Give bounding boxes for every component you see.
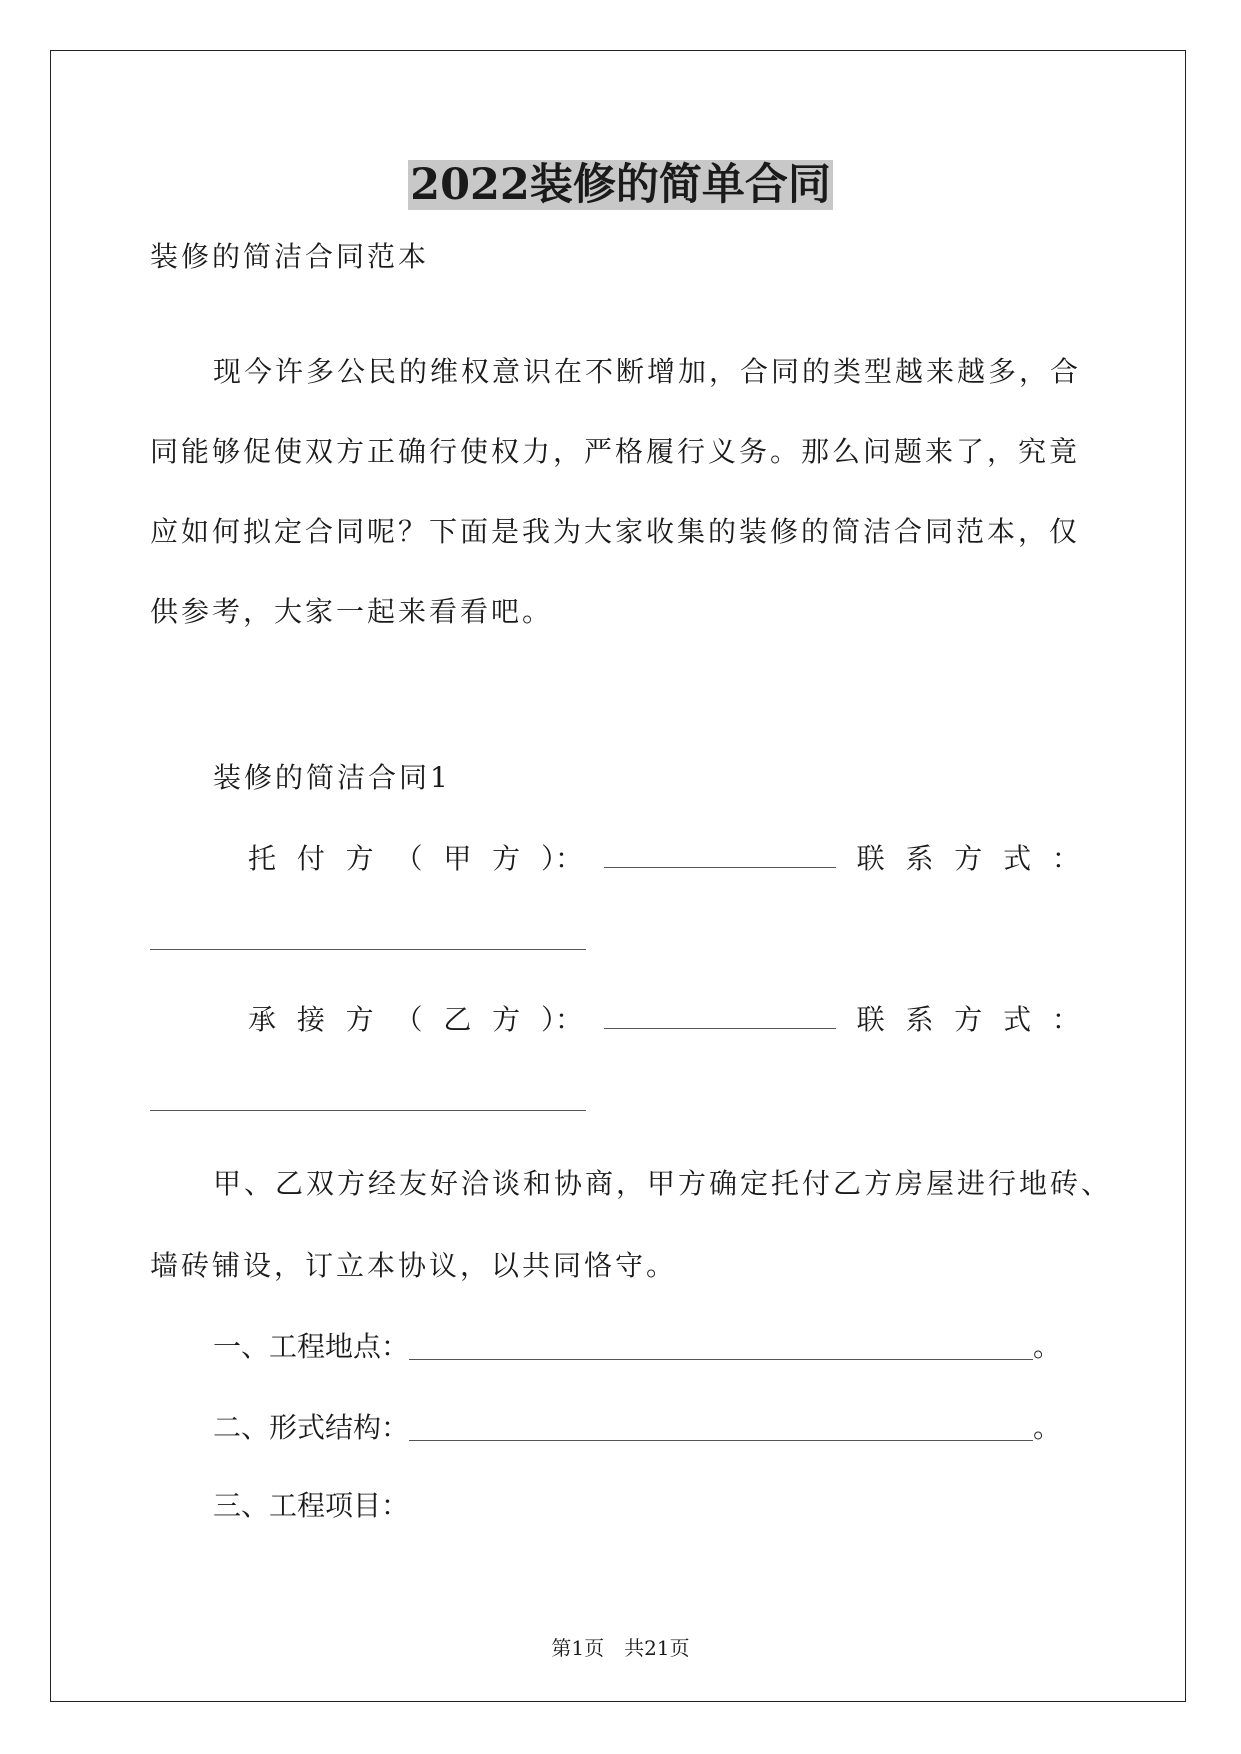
party-b-char: 方 <box>345 1003 374 1036</box>
item-label: 三、工程项目： <box>213 1489 410 1522</box>
party-b-char: 乙 <box>443 1003 472 1036</box>
agreement-line-2: 墙砖铺设，订立本协议，以共同恪守。 <box>150 1249 678 1282</box>
party-b-char: 承 <box>248 1003 277 1036</box>
party-b-char: （ <box>394 1003 423 1036</box>
document-title <box>0 158 1241 212</box>
party-a-row <box>248 837 1080 877</box>
party-a-char: 甲 <box>443 842 472 875</box>
party-b-contact-blank[interactable] <box>150 1084 586 1111</box>
document-subtitle: 装修的简洁合同范本 <box>150 240 430 273</box>
party-a-contact-char: ： <box>1051 842 1080 875</box>
party-a-char: （ <box>394 842 423 875</box>
agreement-line-1: 甲、乙双方经友好洽谈和协商，甲方确定托付乙方房屋进行地砖、 <box>213 1167 1113 1200</box>
party-a-contact-char: 联 <box>856 842 885 875</box>
item-label: 二、形式结构： <box>213 1411 410 1444</box>
party-b-name-blank[interactable] <box>604 1002 836 1029</box>
item-project-location <box>213 1325 1061 1365</box>
party-b-char: 接 <box>296 1003 325 1036</box>
party-a-char: 方 <box>492 842 521 875</box>
party-a-char: 付 <box>296 842 325 875</box>
item-suffix: 。 <box>1033 1411 1062 1444</box>
intro-line-2: 同能够促使双方正确行使权力，严格履行义务。那么问题来了，究竟 <box>150 435 1081 468</box>
party-b-contact-char: ： <box>1051 1003 1080 1036</box>
party-b-contact-char: 系 <box>905 1003 934 1036</box>
item-project-items <box>213 1484 409 1524</box>
party-b-contact-char: 式 <box>1003 1003 1032 1036</box>
party-b-contact-char: 方 <box>954 1003 983 1036</box>
party-b-contact-char: 联 <box>856 1003 885 1036</box>
party-a-char: ）： <box>540 842 583 875</box>
intro-line-1: 现今许多公民的维权意识在不断增加，合同的类型越来越多，合 <box>213 355 1082 388</box>
party-b-char: 方 <box>492 1003 521 1036</box>
item-structure-form <box>213 1406 1061 1446</box>
party-a-char: 托 <box>248 842 277 875</box>
project-location-blank[interactable] <box>409 1333 1033 1360</box>
item-label: 一、工程地点： <box>213 1330 410 1363</box>
party-b-char: ）： <box>540 1003 583 1036</box>
party-a-char: 方 <box>345 842 374 875</box>
party-a-contact-blank[interactable] <box>150 923 586 950</box>
intro-line-4: 供参考，大家一起来看看吧。 <box>150 595 554 628</box>
page-footer: 第1页 共21页 <box>551 1636 690 1660</box>
party-a-contact-char: 方 <box>954 842 983 875</box>
item-suffix: 。 <box>1033 1330 1062 1363</box>
intro-line-3: 应如何拟定合同呢？下面是我为大家收集的装修的简洁合同范本，仅 <box>150 515 1081 548</box>
party-b-row <box>248 998 1080 1038</box>
section-heading: 装修的简洁合同1 <box>213 761 451 794</box>
structure-form-blank[interactable] <box>409 1414 1033 1441</box>
party-a-contact-char: 系 <box>905 842 934 875</box>
document-title-text: 2022装修的简单合同 <box>410 160 831 210</box>
party-a-contact-char: 式 <box>1003 842 1032 875</box>
party-a-name-blank[interactable] <box>604 841 836 868</box>
